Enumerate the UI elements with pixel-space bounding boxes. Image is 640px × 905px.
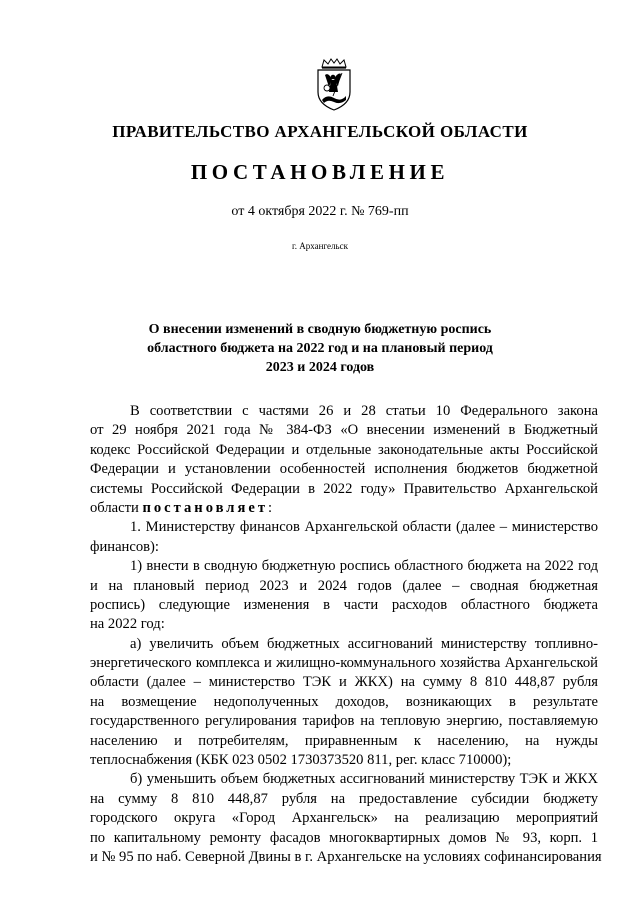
body-line: и № 95 по наб. Северной Двины в г. Архангельске на условиях софинансирования [90, 848, 602, 865]
body-line: на сумму 8 810 448,87 рубля на предоставление субсидии бюджету [90, 790, 598, 807]
document-body [90, 402, 602, 867]
body-line: б) уменьшить объем бюджетных ассигнований министерству ТЭК и ЖКХ [130, 771, 598, 788]
document-type-heading: ПОСТАНОВЛЕНИЕ [190, 160, 450, 184]
coat-of-arms-emblem [313, 58, 355, 112]
body-line: области (далее – министерство ТЭК и ЖКХ) на сумму 8 810 448,87 рубля [90, 674, 598, 691]
body-line: системы Российской Федерации в 2022 году» Правительство Архангельской [90, 480, 598, 497]
body-line: государственного регулирования тарифов на тепловую энергию, поставляемую [90, 713, 598, 730]
body-line: Федерации и установлении особенностей исполнения бюджетов бюджетной [90, 461, 598, 478]
decree-keyword: постановляет [142, 499, 269, 516]
document-subject [0, 320, 640, 377]
body-line-text: области [90, 499, 139, 516]
subject-line: О внесении изменений в сводную бюджетную роспись [148, 322, 492, 337]
body-line: В соответствии с частями 26 и 28 статьи 10 Федерального закона [130, 403, 598, 419]
subject-line: областного бюджета на 2022 год и на плановый период [147, 341, 493, 356]
body-line: населению и потребителям, приравненным к населению, на нужды [90, 732, 598, 749]
body-line: энергетического комплекса и жилищно-коммунального хозяйства Архангельской [90, 655, 598, 672]
body-line: роспись) следующие изменения в части расходов областного бюджета [90, 596, 598, 613]
body-line: финансов): [90, 538, 159, 555]
body-line: 1. Министерству финансов Архангельской области (далее – министерство [130, 519, 598, 536]
body-line: и на плановый период 2023 и 2024 годов (далее – сводная бюджетная [90, 577, 598, 594]
body-line: теплоснабжения (КБК 023 0502 1730373520 811, рег. класс 710000); [90, 752, 512, 769]
decree-colon: : [268, 499, 273, 516]
body-line: по капитальному ремонту фасадов многоквартирных домов № 93, корп. 1 [90, 829, 598, 846]
body-line: на 2022 год: [90, 616, 165, 633]
subject-line: 2023 и 2024 годов [265, 360, 375, 375]
document-date-number: от 4 октября 2022 г. № 769-пп [231, 204, 409, 219]
organization-title: ПРАВИТЕЛЬСТВО АРХАНГЕЛЬСКОЙ ОБЛАСТИ [112, 122, 528, 141]
body-line: от 29 ноября 2021 года № 384-ФЗ «О внесении изменений в Бюджетный [90, 422, 598, 439]
body-line-decree [90, 499, 598, 518]
body-line: 1) внести в сводную бюджетную роспись областного бюджета на 2022 год [130, 558, 598, 575]
document-city: г. Архангельск [292, 241, 348, 251]
body-line: на возмещение недополученных доходов, возникающих в результате [90, 693, 598, 710]
body-line: а) увеличить объем бюджетных ассигнований министерству топливно- [130, 635, 598, 652]
body-line: кодекс Российской Федерации и отдельные законодательные акты Российской [90, 441, 598, 458]
body-line: городского округа «Город Архангельск» на реализацию мероприятий [90, 810, 598, 827]
coat-of-arms-icon [313, 58, 355, 112]
